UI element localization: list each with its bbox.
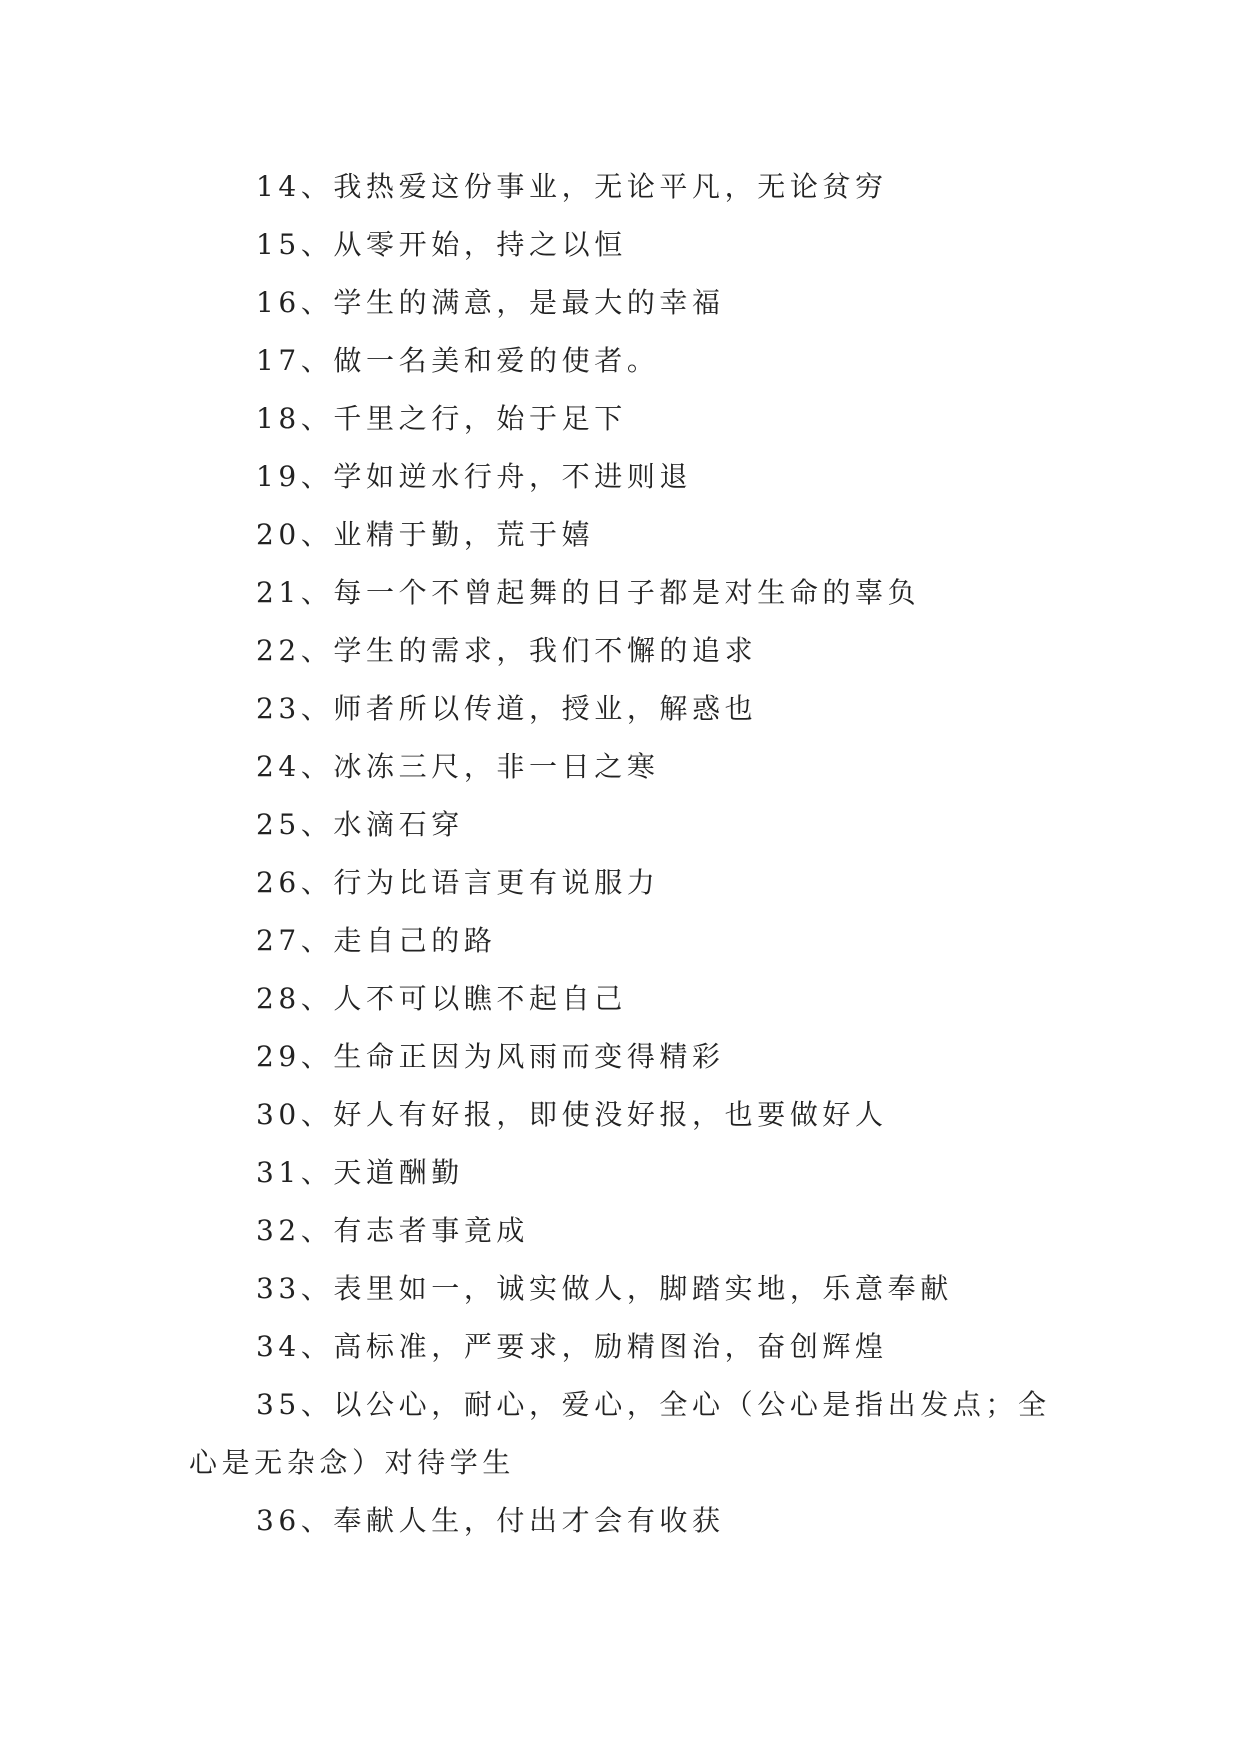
list-item: 29、生命正因为风雨而变得精彩: [256, 1040, 725, 1073]
list-item: 26、行为比语言更有说服力: [256, 866, 660, 899]
list-item: 23、师者所以传道，授业，解惑也: [256, 692, 758, 725]
list-item: 22、学生的需求，我们不懈的追求: [256, 634, 758, 667]
list-item: 14、我热爱这份事业，无论平凡，无论贫穷: [256, 170, 888, 203]
list-item: 17、做一名美和爱的使者。: [256, 344, 660, 377]
list-item: 25、水滴石穿: [256, 808, 464, 841]
list-item: 36、奉献人生，付出才会有收获: [256, 1504, 725, 1537]
list-item: 28、人不可以瞧不起自己: [256, 982, 627, 1015]
list-item: 16、学生的满意，是最大的幸福: [256, 286, 725, 319]
list-item: 24、冰冻三尺，非一日之寒: [256, 750, 660, 783]
list-item: 21、每一个不曾起舞的日子都是对生命的辜负: [256, 576, 921, 609]
document-body: [189, 158, 1069, 1550]
list-item: 35、以公心，耐心，爱心，全心（公心是指出发点；全心是无杂念）对待学生: [189, 1388, 1051, 1479]
list-item: 27、走自己的路: [256, 924, 497, 957]
list-item: 33、表里如一，诚实做人，脚踏实地，乐意奉献: [256, 1272, 953, 1305]
list-item: 31、天道酬勤: [256, 1156, 464, 1189]
list-item: 19、学如逆水行舟，不进则退: [256, 460, 693, 493]
list-item: 18、千里之行，始于足下: [256, 402, 627, 435]
list-item: 32、有志者事竟成: [256, 1214, 530, 1247]
list-item: 20、业精于勤，荒于嬉: [256, 518, 595, 551]
list-item: 15、从零开始，持之以恒: [256, 228, 627, 261]
list-item: 34、高标准，严要求，励精图治，奋创辉煌: [256, 1330, 888, 1363]
list-item: 30、好人有好报，即使没好报，也要做好人: [256, 1098, 888, 1131]
